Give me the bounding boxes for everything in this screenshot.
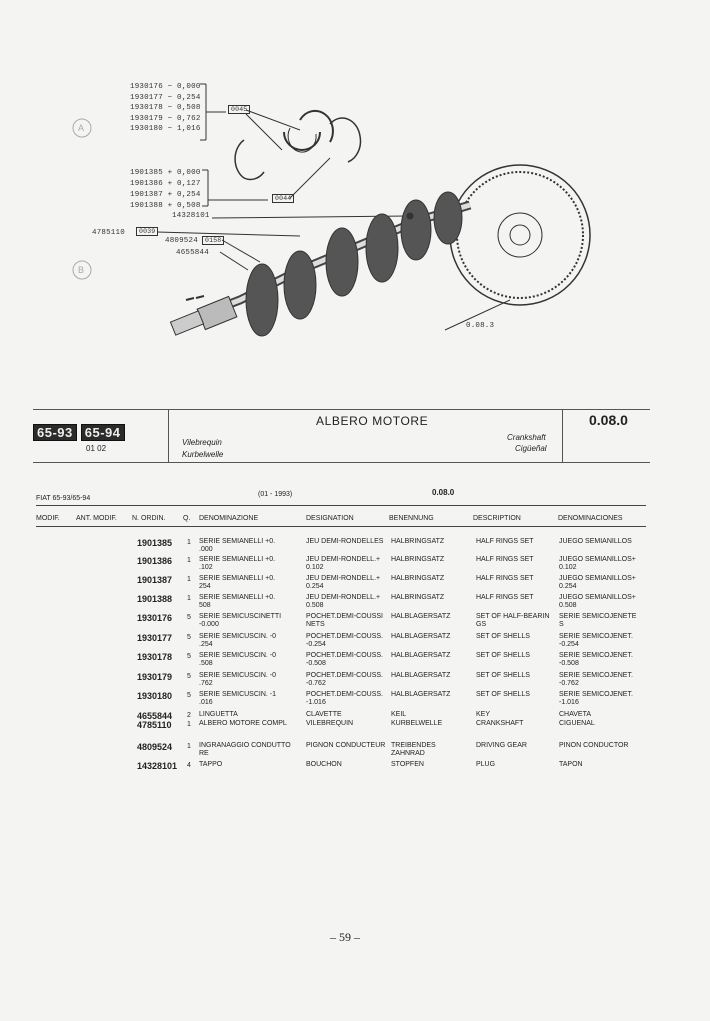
desc-italian: SERIE SEMIANELLI +0. .000 bbox=[199, 538, 276, 553]
desc-spanish: JUEGO SEMIANILLOS+ 0.102 bbox=[559, 556, 636, 571]
quantity: 5 bbox=[187, 692, 191, 699]
table-row bbox=[0, 742, 710, 761]
title-german: Kurbelwelle bbox=[182, 450, 224, 459]
desc-french: VILEBREQUIN bbox=[306, 720, 354, 727]
desc-french: JEU DEMI-RONDELL.+ 0.254 bbox=[306, 575, 381, 590]
callout-b-1 bbox=[130, 168, 201, 179]
desc-spanish: SERIE SEMICOJENET. -0.762 bbox=[559, 672, 633, 687]
desc-german: HALBLAGERSATZ bbox=[391, 633, 451, 640]
desc-english: DRIVING GEAR bbox=[476, 742, 527, 749]
title-spanish: Cigüeñal bbox=[515, 444, 547, 453]
desc-spanish: PINON CONDUCTOR bbox=[559, 742, 629, 749]
col-modif: MODIF. bbox=[36, 515, 60, 522]
page-number: – 59 – bbox=[330, 930, 360, 944]
oversize-value: + 0,508 bbox=[167, 202, 201, 210]
callout-a-4 bbox=[130, 114, 201, 125]
ref-box-0158: 0158 bbox=[202, 236, 224, 245]
table-row bbox=[0, 538, 710, 557]
part-number: 1901385 bbox=[137, 538, 173, 548]
part-number: 1901386 bbox=[137, 556, 173, 566]
undersize-value: − 0,508 bbox=[167, 104, 201, 112]
quantity: 1 bbox=[187, 595, 191, 602]
desc-german: KURBELWELLE bbox=[391, 720, 443, 727]
svg-text:B: B bbox=[78, 265, 85, 275]
undersize-value: − 0,762 bbox=[167, 114, 201, 123]
desc-spanish: JUEGO SEMIANILLOS+ 0.508 bbox=[559, 594, 636, 609]
quantity: 2 bbox=[187, 712, 191, 719]
desc-french: CLAVETTE bbox=[306, 711, 342, 718]
quantity: 1 bbox=[187, 721, 191, 728]
desc-spanish: SERIE SEMICOJENETE S bbox=[559, 613, 637, 628]
part-number: 1930176 bbox=[137, 613, 173, 623]
desc-french: JEU DEMI-RONDELLES bbox=[306, 538, 384, 545]
desc-french: POCHET.DEMI-COUSS. -0.762 bbox=[306, 672, 384, 687]
table-row bbox=[0, 613, 710, 632]
part-code: 1930178 bbox=[130, 104, 163, 112]
desc-french: POCHET.DEMI-COUSS. -0.254 bbox=[306, 633, 384, 648]
desc-italian: SERIE SEMIANELLI +0. 508 bbox=[199, 594, 276, 609]
table-row bbox=[0, 672, 710, 691]
col-qty: Q. bbox=[183, 515, 191, 522]
quantity: 1 bbox=[187, 576, 191, 583]
part-number: 4785110 bbox=[137, 720, 172, 730]
col-spanish: DENOMINACIONES bbox=[558, 515, 623, 522]
ref-box-0045: 0045 bbox=[228, 105, 250, 114]
model-badges bbox=[33, 424, 163, 440]
desc-french: POCHET.DEMI-COUSS. -1.016 bbox=[306, 691, 384, 706]
part-number: 1901387 bbox=[137, 575, 173, 585]
title-english: Crankshaft bbox=[507, 433, 546, 442]
col-french: DESIGNATION bbox=[306, 515, 354, 522]
desc-french: PIGNON CONDUCTEUR bbox=[306, 742, 386, 749]
quantity: 1 bbox=[187, 539, 191, 546]
model-badge: 65-93 bbox=[33, 424, 77, 441]
desc-german: HALBRINGSATZ bbox=[391, 556, 445, 563]
desc-german: KEIL bbox=[391, 711, 407, 718]
part-code: 1901386 bbox=[130, 180, 163, 188]
quantity: 5 bbox=[187, 673, 191, 680]
col-ant-modif: ANT. MODIF. bbox=[76, 515, 117, 522]
desc-french: JEU DEMI-RONDELL.+ 0.102 bbox=[306, 556, 381, 571]
crankshaft-drawing bbox=[0, 0, 710, 400]
header-divider bbox=[168, 409, 169, 463]
desc-german: HALBLAGERSATZ bbox=[391, 672, 451, 679]
desc-italian: LINGUETTA bbox=[199, 711, 238, 718]
col-ordin: N. ORDIN. bbox=[132, 515, 166, 522]
rule bbox=[36, 505, 646, 506]
desc-italian: TAPPO bbox=[199, 761, 223, 768]
part-number: 1930180 bbox=[137, 691, 173, 701]
desc-english: SET OF HALF-BEARIN GS bbox=[476, 613, 550, 628]
part-code: 1901385 bbox=[130, 169, 163, 177]
section-code: 0.08.0 bbox=[589, 412, 628, 428]
desc-italian: SERIE SEMIANELLI +0. .102 bbox=[199, 556, 276, 571]
table-row bbox=[0, 691, 710, 710]
table-row bbox=[0, 594, 710, 613]
model-badge: 65-94 bbox=[81, 424, 125, 441]
callout-group-b bbox=[130, 168, 201, 212]
callout-b-2 bbox=[130, 179, 201, 190]
callout-a-5 bbox=[130, 124, 201, 135]
part-number: 14328101 bbox=[137, 761, 178, 771]
quantity: 4 bbox=[187, 762, 191, 769]
desc-spanish: CHAVETA bbox=[559, 711, 592, 718]
label-plug: 14328101 bbox=[172, 212, 210, 220]
desc-italian: SERIE SEMICUSCINETTI -0.000 bbox=[199, 613, 282, 628]
table-row bbox=[0, 633, 710, 652]
part-number: 1930177 bbox=[137, 633, 173, 643]
quantity: 5 bbox=[187, 614, 191, 621]
desc-german: TREIBENDES ZAHNRAD bbox=[391, 742, 436, 757]
table-row bbox=[0, 761, 710, 780]
subheader-code: 0.08.0 bbox=[432, 488, 455, 497]
part-code: 1930176 bbox=[130, 83, 163, 91]
desc-english: SET OF SHELLS bbox=[476, 652, 530, 659]
desc-italian: SERIE SEMICUSCIN. -0 .762 bbox=[199, 672, 277, 687]
desc-spanish: SERIE SEMICOJENET. -0.254 bbox=[559, 633, 633, 648]
undersize-value: − 1,016 bbox=[167, 125, 201, 133]
desc-english: KEY bbox=[476, 711, 491, 718]
oversize-value: + 0,000 bbox=[167, 169, 201, 177]
header-top-rule bbox=[33, 409, 650, 410]
desc-french: JEU DEMI-RONDELL.+ 0.508 bbox=[306, 594, 381, 609]
ref-box-0044: 0044 bbox=[272, 194, 294, 203]
part-number: 1930179 bbox=[137, 672, 173, 682]
col-italian: DENOMINAZIONE bbox=[199, 515, 259, 522]
desc-english: HALF RINGS SET bbox=[476, 575, 534, 582]
desc-german: HALBLAGERSATZ bbox=[391, 652, 451, 659]
desc-french: POCHET.DEMI-COUSSI NETS bbox=[306, 613, 384, 628]
date-range: (01 - 1993) bbox=[258, 491, 293, 498]
table-row bbox=[0, 720, 710, 739]
desc-spanish: TAPON bbox=[559, 761, 583, 768]
section-title: ALBERO MOTORE bbox=[316, 414, 429, 428]
desc-english: SET OF SHELLS bbox=[476, 633, 530, 640]
desc-italian: SERIE SEMICUSCIN. -0 .254 bbox=[199, 633, 277, 648]
col-german: BENENNUNG bbox=[389, 515, 434, 522]
header-bottom-rule bbox=[33, 462, 650, 463]
part-code: 1930180 bbox=[130, 125, 163, 133]
desc-german: HALBRINGSATZ bbox=[391, 575, 445, 582]
desc-english: CRANKSHAFT bbox=[476, 720, 524, 727]
callout-a-2 bbox=[130, 93, 201, 104]
callout-a-3 bbox=[130, 103, 201, 114]
desc-english: HALF RINGS SET bbox=[476, 538, 534, 545]
part-number: 1901388 bbox=[137, 594, 173, 604]
col-english: DESCRIPTION bbox=[473, 515, 521, 522]
quantity: 1 bbox=[187, 743, 191, 750]
model-subcodes: 01 02 bbox=[86, 444, 107, 453]
part-number: 4655844 bbox=[137, 711, 173, 721]
oversize-value: + 0,254 bbox=[167, 191, 201, 199]
exploded-diagram bbox=[0, 0, 710, 400]
label-key: 4655844 bbox=[176, 249, 209, 257]
undersize-value: − 0,000 bbox=[167, 83, 201, 91]
label-driving-gear: 4809524 bbox=[165, 237, 198, 245]
header-divider bbox=[562, 409, 563, 463]
table-row bbox=[0, 575, 710, 594]
desc-german: STOPFEN bbox=[391, 761, 424, 768]
desc-french: BOUCHON bbox=[306, 761, 342, 768]
desc-german: HALBRINGSATZ bbox=[391, 594, 445, 601]
label-crankshaft: 4785110 bbox=[92, 229, 125, 237]
desc-english: SET OF SHELLS bbox=[476, 672, 530, 679]
quantity: 5 bbox=[187, 653, 191, 660]
desc-german: HALBLAGERSATZ bbox=[391, 613, 451, 620]
part-code: 1901388 bbox=[130, 202, 163, 210]
callout-group-a bbox=[130, 82, 201, 135]
desc-italian: SERIE SEMICUSCIN. -1 .016 bbox=[199, 691, 277, 706]
part-number: 1930178 bbox=[137, 652, 173, 662]
part-number: 4809524 bbox=[137, 742, 173, 752]
callout-b-4 bbox=[130, 201, 201, 212]
desc-spanish: JUEGO SEMIANILLOS+ 0.254 bbox=[559, 575, 636, 590]
desc-german: HALBRINGSATZ bbox=[391, 538, 445, 545]
svg-text:A: A bbox=[78, 123, 85, 133]
table-row bbox=[0, 556, 710, 575]
desc-spanish: SERIE SEMICOJENET. -0.508 bbox=[559, 652, 633, 667]
desc-italian: ALBERO MOTORE COMPL bbox=[199, 720, 287, 727]
desc-german: HALBLAGERSATZ bbox=[391, 691, 451, 698]
quantity: 1 bbox=[187, 557, 191, 564]
ref-flywheel: 0.08.3 bbox=[466, 322, 495, 330]
undersize-value: − 0,254 bbox=[167, 93, 201, 102]
callout-a-1 bbox=[130, 82, 201, 93]
desc-spanish: CIGUENAL bbox=[559, 720, 595, 727]
title-french: Vilebrequin bbox=[182, 438, 222, 447]
part-code: 1930177 bbox=[130, 93, 163, 102]
part-code: 1930179 bbox=[130, 114, 163, 123]
desc-english: HALF RINGS SET bbox=[476, 556, 534, 563]
model-line: FIAT 65-93/65-94 bbox=[36, 495, 91, 502]
desc-italian: SERIE SEMICUSCIN. -0 .508 bbox=[199, 652, 277, 667]
desc-french: POCHET.DEMI-COUSS. -0.508 bbox=[306, 652, 384, 667]
desc-italian: SERIE SEMIANELLI +0. 254 bbox=[199, 575, 276, 590]
desc-english: PLUG bbox=[476, 761, 496, 768]
ref-box-0039: 0039 bbox=[136, 227, 158, 236]
oversize-value: + 0,127 bbox=[167, 180, 201, 188]
desc-spanish: JUEGO SEMIANILLOS bbox=[559, 538, 632, 545]
callout-b-3 bbox=[130, 190, 201, 201]
table-row bbox=[0, 652, 710, 671]
part-code: 1901387 bbox=[130, 191, 163, 199]
desc-english: SET OF SHELLS bbox=[476, 691, 530, 698]
rule bbox=[36, 526, 646, 527]
quantity: 5 bbox=[187, 634, 191, 641]
desc-spanish: SERIE SEMICOJENET. -1.016 bbox=[559, 691, 633, 706]
desc-italian: INGRANAGGIO CONDUTTO RE bbox=[199, 742, 291, 757]
desc-english: HALF RINGS SET bbox=[476, 594, 534, 601]
